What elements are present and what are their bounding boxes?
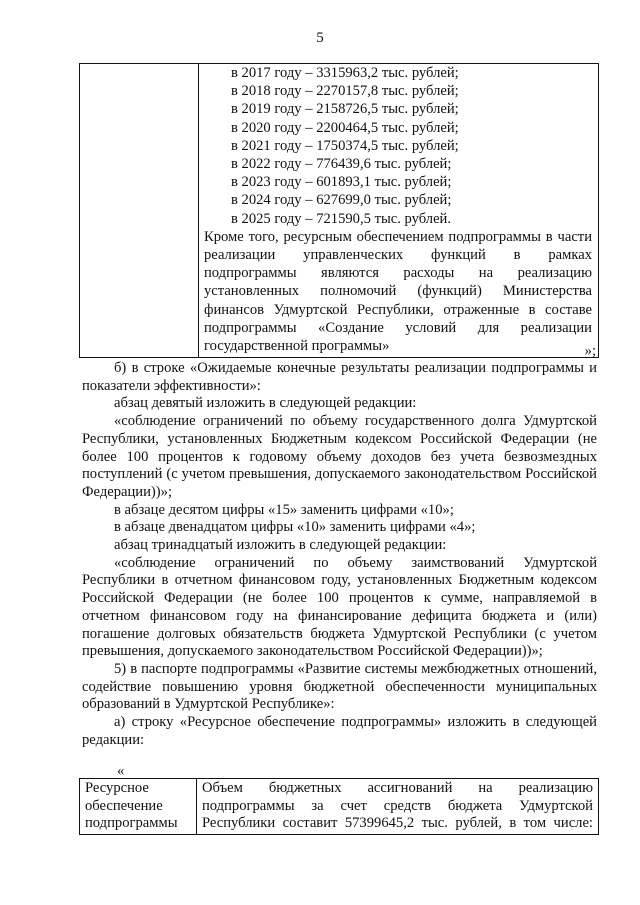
additional-funding-line: Кроме того, ресурсным обеспечением подпрограммы в части [204, 228, 592, 245]
table-row-label: Ресурсное обеспечение подпрограммы [80, 779, 197, 835]
additional-funding-line: подпрограммы «Создание условий для реализации [204, 319, 592, 336]
paragraph: 5) в паспорте подпрограммы «Развитие системы межбюджетных отношений, содействие повышению уровня бюджетной обеспеченности муниципальных образований в Удмуртской Республике»: [82, 660, 597, 713]
paragraph: б) в строке «Ожидаемые конечные результаты реализации подпрограммы и показатели эффективности»: [82, 360, 597, 394]
funding-year-line: в 2024 году – 627699,0 тыс. рублей; [231, 192, 452, 209]
resource-table-continued [79, 63, 599, 358]
additional-funding-line: государственной программы» [204, 338, 390, 355]
funding-year-line: в 2019 году – 2158726,5 тыс. рублей; [231, 101, 459, 118]
additional-funding-line: финансов Удмуртской Республики, отраженные в составе [204, 301, 592, 318]
table-left-cell-empty [80, 64, 199, 358]
funding-year-line: в 2025 году – 721590,5 тыс. рублей. [231, 210, 452, 227]
funding-year-line: в 2020 году – 2200464,5 тыс. рублей; [231, 119, 459, 136]
funding-year-line: в 2017 году – 3315963,2 тыс. рублей; [231, 65, 459, 81]
opening-quote-mark: « [117, 763, 125, 779]
table-row-value: Объем бюджетных ассигнований на реализацию подпрограммы за счет средств бюджета Удмуртской Республики составит 57399645,2 тыс. рублей, в том числе: [197, 779, 599, 835]
funding-year-line: в 2018 году – 2270157,8 тыс. рублей; [231, 83, 459, 100]
paragraph: в абзаце десятом цифры «15» заменить цифрами «10»; [114, 501, 454, 518]
table-right-cell [199, 64, 599, 358]
paragraph: абзац девятый изложить в следующей редакции: [114, 395, 417, 412]
funding-year-line: в 2021 году – 1750374,5 тыс. рублей; [231, 137, 459, 154]
additional-funding-line: подпрограммы являются расходы на реализацию [204, 265, 592, 282]
funding-year-line: в 2022 году – 776439,6 тыс. рублей; [231, 156, 452, 173]
closing-quote-mark: »; [584, 343, 596, 359]
paragraph: абзац тринадцатый изложить в следующей редакции: [114, 537, 447, 554]
paragraph: «соблюдение ограничений по объему государственного долга Удмуртской Республики, установленных Бюджетным кодексом Российской Федерации (не более 100 процентов к годовому объему доходов без учета безвозмездных поступлений (с учетом превышения, допускаемого законодательством Российской Федерации))»; [82, 413, 597, 500]
funding-year-line: в 2023 году – 601893,1 тыс. рублей; [231, 174, 452, 191]
additional-funding-line: установленных полномочий (функций) Министерства [204, 283, 592, 300]
additional-funding-line: реализации управленческих функций в рамках [204, 247, 592, 264]
resource-table-new [79, 778, 599, 835]
paragraph: а) строку «Ресурсное обеспечение подпрограммы» изложить в следующей редакции: [82, 714, 597, 748]
page-number: 5 [316, 30, 324, 46]
amendment-text [82, 360, 597, 749]
paragraph: в абзаце двенадцатом цифры «10» заменить цифрами «4»; [114, 519, 476, 536]
paragraph: «соблюдение ограничений по объему заимствований Удмуртской Республики в отчетном финансовом году, установленных Бюджетным кодексом Российской Федерации (не более 100 процентов к сумме, направляемой в отчетном финансовом году на финансирование дефицита бюджета и (или) погашение долговых обязательств бюджета Удмуртской Республики (с учетом превышения, допускаемого законодательством Российской Федерации))»; [82, 554, 597, 660]
